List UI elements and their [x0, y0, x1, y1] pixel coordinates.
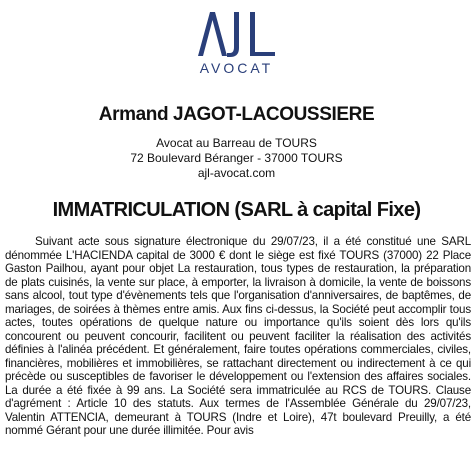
lawyer-address: 72 Boulevard Béranger - 37000 TOURS	[130, 151, 343, 165]
lawyer-title: Avocat au Barreau de TOURS	[156, 136, 317, 150]
notice-body: Suivant acte sous signature électronique du 29/07/23, il a été constitué une SARL dénommée L'HACIENDA capital de 3000 € dont le siège est fixé TOURS (37000) 22 Place Gaston Pailhou, ayant pour objet La restauration, tous types de restauration, la préparation de plats cuisinés, la vente sur place, à emporter, la livraison à domicile, la vente de boissons sans alcool, tout type d'évènements tels que l'organisation d'anniversaires, de baptêmes, de mariages, de soirées à thèmes entre amis. Aux fins ci-dessus, la Société peut accomplir tous actes, toutes opérations de quelque nature ou importance qu'ils soient dès lors qu'ils concourent ou peuvent concourir, facilitent ou peuvent faciliter la réalisation des activités définies à l'alinéa précédent. Et généralement, faire toutes opérations commerciales, civiles, financières, mobilières et immobilières, se rattachant directement ou indirectement à ce qui précède ou susceptibles de favoriser le développement ou l'extension des affaires sociales. La durée a été fixée à 99 ans. La Société sera immatriculée au RCS de TOURS. Clause d'agrément : Article 10 des statuts. Aux termes de l'Assemblée Générale du 29/07/23, Valentin ATTENCIA, demeurant à TOURS (Indre et Loire), 47t boulevard Preuilly, a été nommé Gérant pour une durée illimitée. Pour avis	[5, 235, 471, 437]
logo-subtitle: AVOCAT	[199, 60, 274, 76]
lawyer-website[interactable]: ajl-avocat.com	[197, 166, 276, 180]
firm-logo	[0, 4, 473, 82]
lawyer-name: Armand JAGOT-LACOUSSIERE	[98, 104, 375, 125]
notice-headline: IMMATRICULATION (SARL à capital Fixe)	[52, 199, 421, 221]
ajl-logo-mark	[196, 10, 278, 58]
